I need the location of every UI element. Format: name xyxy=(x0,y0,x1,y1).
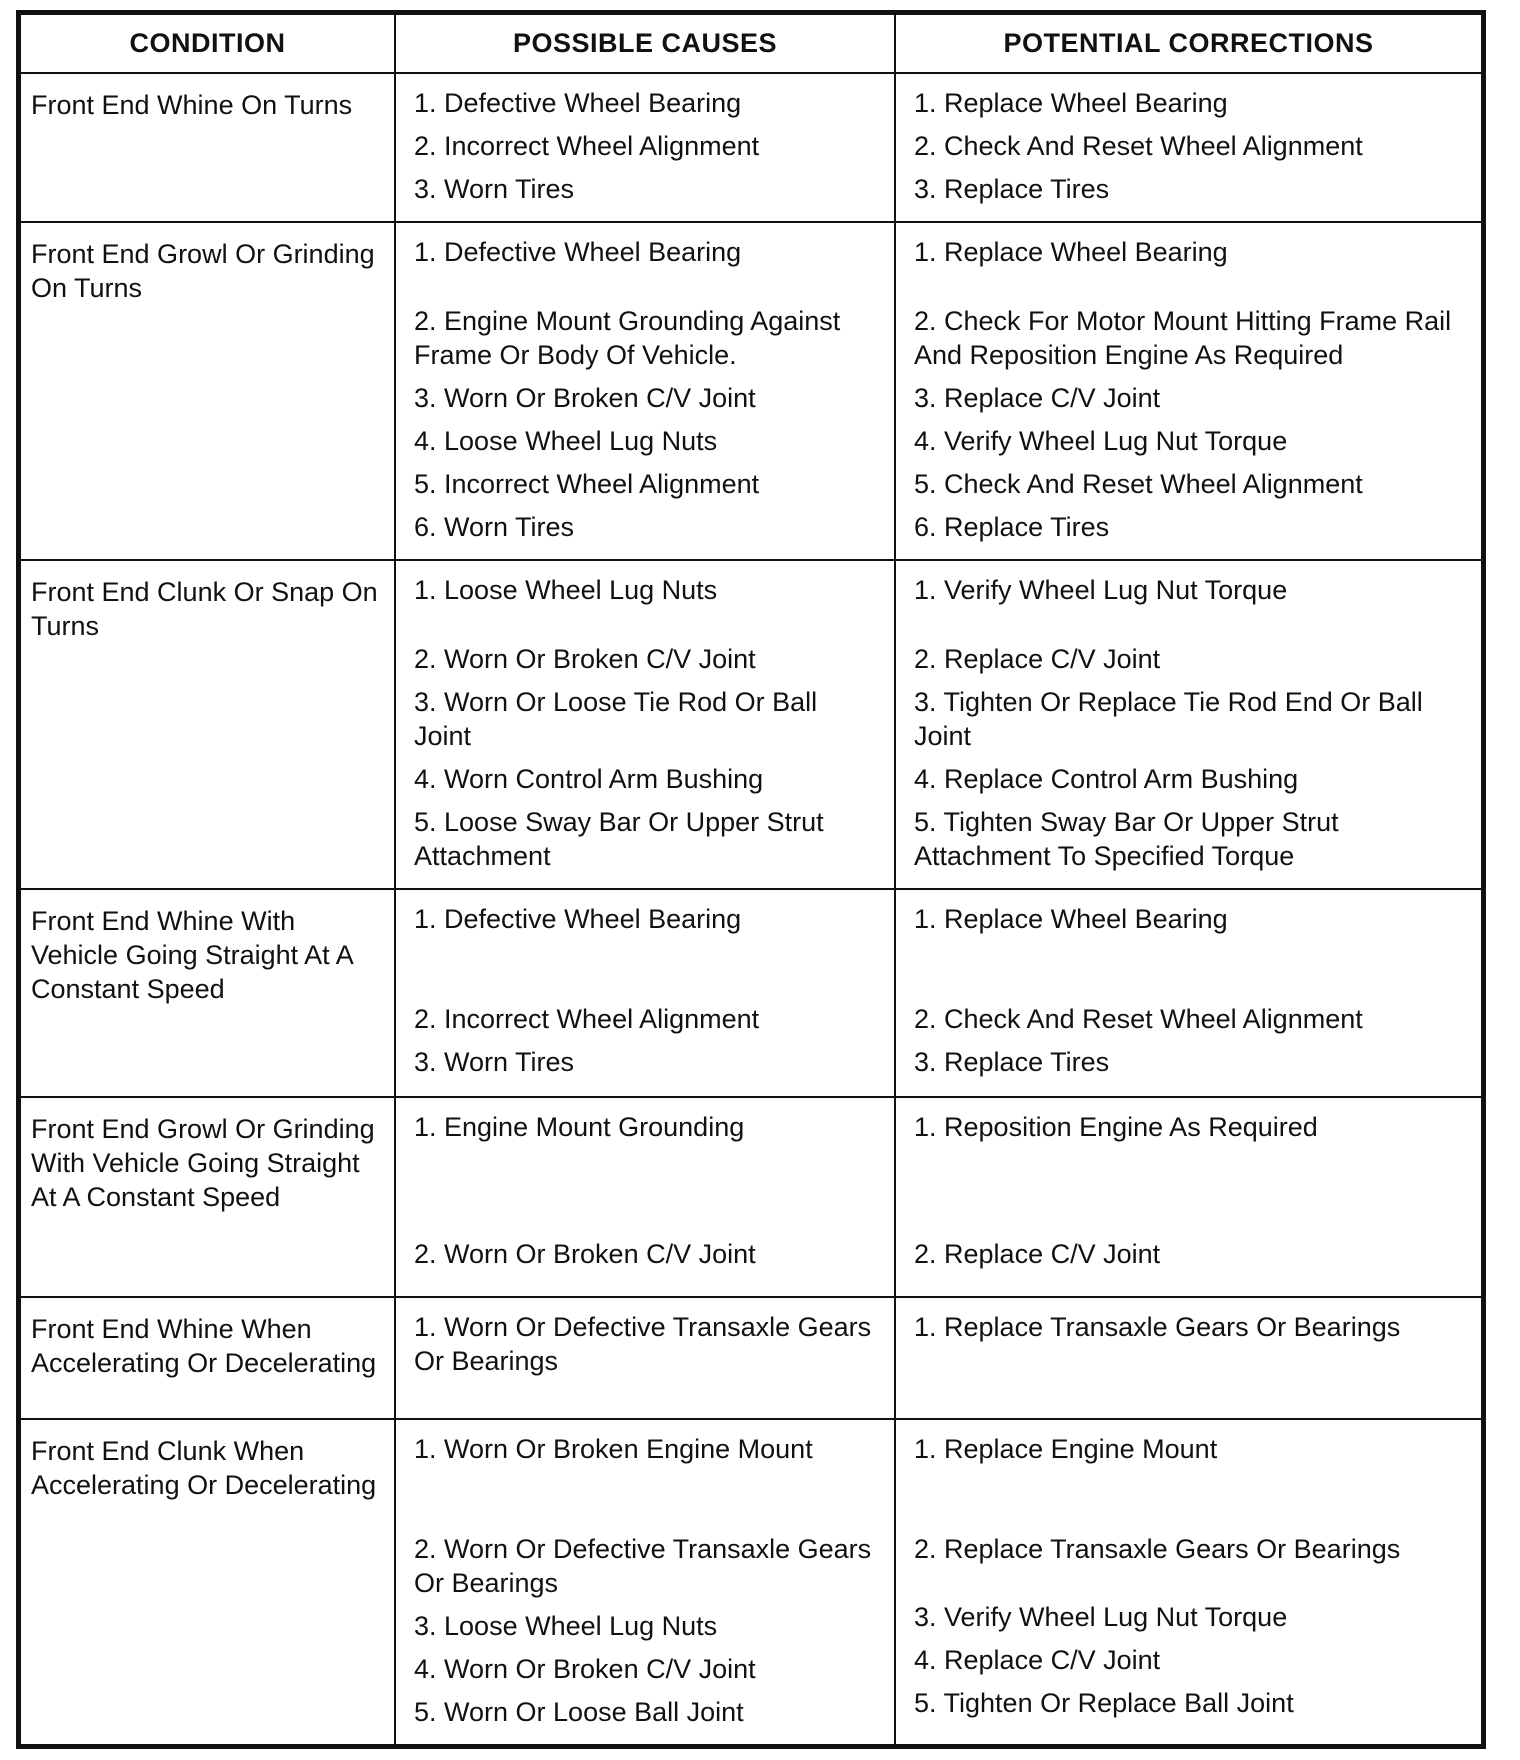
correction-item: 4. Replace C/V Joint xyxy=(914,1645,1161,1675)
table-row xyxy=(20,1297,1482,1419)
correction-item: 1. Replace Wheel Bearing xyxy=(914,88,1228,118)
causes-cell xyxy=(395,1297,895,1419)
corrections-cell xyxy=(895,889,1482,1097)
header-possible-causes: POSSIBLE CAUSES xyxy=(395,14,895,73)
cause-item: 1. Worn Or Defective Transaxle Gears Or Bearings xyxy=(414,1312,872,1376)
table-row xyxy=(20,222,1482,560)
table-row xyxy=(20,889,1482,1097)
cause-item: 5. Worn Or Loose Ball Joint xyxy=(414,1697,744,1727)
diagnosis-table xyxy=(19,13,1483,1746)
correction-item: 2. Replace Transaxle Gears Or Bearings xyxy=(914,1534,1401,1564)
correction-item: 1. Replace Transaxle Gears Or Bearings xyxy=(914,1312,1401,1342)
corrections-cell xyxy=(895,1097,1482,1297)
cause-item: 1. Worn Or Broken Engine Mount xyxy=(414,1434,813,1464)
condition-cell: Front End Whine With Vehicle Going Straight At A Constant Speed xyxy=(20,889,395,1097)
correction-item: 3. Tighten Or Replace Tie Rod End Or Ball Joint xyxy=(914,687,1423,751)
cause-item: 1. Loose Wheel Lug Nuts xyxy=(414,575,718,605)
table-row xyxy=(20,560,1482,889)
cause-item: 1. Engine Mount Grounding xyxy=(414,1112,745,1142)
causes-cell xyxy=(395,560,895,889)
causes-cell xyxy=(395,73,895,222)
cause-item: 2. Incorrect Wheel Alignment xyxy=(414,131,760,161)
cause-item: 2. Worn Or Broken C/V Joint xyxy=(414,1239,756,1269)
correction-item: 5. Tighten Or Replace Ball Joint xyxy=(914,1688,1294,1718)
correction-item: 1. Replace Wheel Bearing xyxy=(914,237,1228,267)
correction-item: 2. Replace C/V Joint xyxy=(914,1239,1161,1269)
cause-item: 2. Incorrect Wheel Alignment xyxy=(414,1004,760,1034)
correction-item: 3. Replace Tires xyxy=(914,174,1110,204)
corrections-cell xyxy=(895,560,1482,889)
correction-item: 5. Check And Reset Wheel Alignment xyxy=(914,469,1363,499)
correction-item: 2. Replace C/V Joint xyxy=(914,644,1161,674)
cause-item: 4. Worn Or Broken C/V Joint xyxy=(414,1654,756,1684)
table-row xyxy=(20,73,1482,222)
correction-item: 2. Check And Reset Wheel Alignment xyxy=(914,1004,1363,1034)
correction-item: 3. Replace C/V Joint xyxy=(914,383,1161,413)
correction-item: 3. Verify Wheel Lug Nut Torque xyxy=(914,1602,1288,1632)
cause-item: 4. Worn Control Arm Bushing xyxy=(414,764,764,794)
corrections-cell xyxy=(895,1297,1482,1419)
correction-item: 2. Check For Motor Mount Hitting Frame Rail And Reposition Engine As Required xyxy=(914,306,1452,370)
cause-item: 1. Defective Wheel Bearing xyxy=(414,904,742,934)
table-row xyxy=(20,1097,1482,1297)
condition-cell: Front End Clunk When Accelerating Or Decelerating xyxy=(20,1419,395,1745)
cause-item: 1. Defective Wheel Bearing xyxy=(414,237,742,267)
cause-item: 3. Worn Tires xyxy=(414,1047,575,1077)
table-row xyxy=(20,1419,1482,1745)
cause-item: 2. Engine Mount Grounding Against Frame Or Body Of Vehicle. xyxy=(414,306,841,370)
condition-cell: Front End Growl Or Grinding On Turns xyxy=(20,222,395,560)
correction-item: 3. Replace Tires xyxy=(914,1047,1110,1077)
correction-item: 1. Replace Wheel Bearing xyxy=(914,904,1228,934)
correction-item: 2. Check And Reset Wheel Alignment xyxy=(914,131,1363,161)
correction-item: 6. Replace Tires xyxy=(914,512,1110,542)
diagnosis-table-container xyxy=(16,10,1486,1749)
correction-item: 4. Replace Control Arm Bushing xyxy=(914,764,1299,794)
condition-cell: Front End Growl Or Grinding With Vehicle Going Straight At A Constant Speed xyxy=(20,1097,395,1297)
cause-item: 2. Worn Or Broken C/V Joint xyxy=(414,644,756,674)
header-row xyxy=(20,14,1482,73)
cause-item: 3. Worn Tires xyxy=(414,174,575,204)
condition-cell: Front End Clunk Or Snap On Turns xyxy=(20,560,395,889)
causes-cell xyxy=(395,1419,895,1745)
corrections-cell xyxy=(895,222,1482,560)
header-potential-corrections: POTENTIAL CORRECTIONS xyxy=(895,14,1482,73)
correction-item: 4. Verify Wheel Lug Nut Torque xyxy=(914,426,1288,456)
cause-item: 5. Incorrect Wheel Alignment xyxy=(414,469,760,499)
cause-item: 4. Loose Wheel Lug Nuts xyxy=(414,426,718,456)
cause-item: 2. Worn Or Defective Transaxle Gears Or Bearings xyxy=(414,1534,872,1598)
condition-cell: Front End Whine When Accelerating Or Decelerating xyxy=(20,1297,395,1419)
cause-item: 3. Worn Or Broken C/V Joint xyxy=(414,383,756,413)
cause-item: 1. Defective Wheel Bearing xyxy=(414,88,742,118)
correction-item: 1. Verify Wheel Lug Nut Torque xyxy=(914,575,1288,605)
corrections-cell xyxy=(895,1419,1482,1745)
correction-item: 1. Replace Engine Mount xyxy=(914,1434,1218,1464)
cause-item: 5. Loose Sway Bar Or Upper Strut Attachment xyxy=(414,807,824,871)
causes-cell xyxy=(395,222,895,560)
cause-item: 3. Loose Wheel Lug Nuts xyxy=(414,1611,718,1641)
corrections-cell xyxy=(895,73,1482,222)
condition-cell: Front End Whine On Turns xyxy=(20,73,395,222)
header-condition: CONDITION xyxy=(20,14,395,73)
cause-item: 6. Worn Tires xyxy=(414,512,575,542)
causes-cell xyxy=(395,1097,895,1297)
correction-item: 1. Reposition Engine As Required xyxy=(914,1112,1318,1142)
cause-item: 3. Worn Or Loose Tie Rod Or Ball Joint xyxy=(414,687,818,751)
causes-cell xyxy=(395,889,895,1097)
correction-item: 5. Tighten Sway Bar Or Upper Strut Attachment To Specified Torque xyxy=(914,807,1339,871)
